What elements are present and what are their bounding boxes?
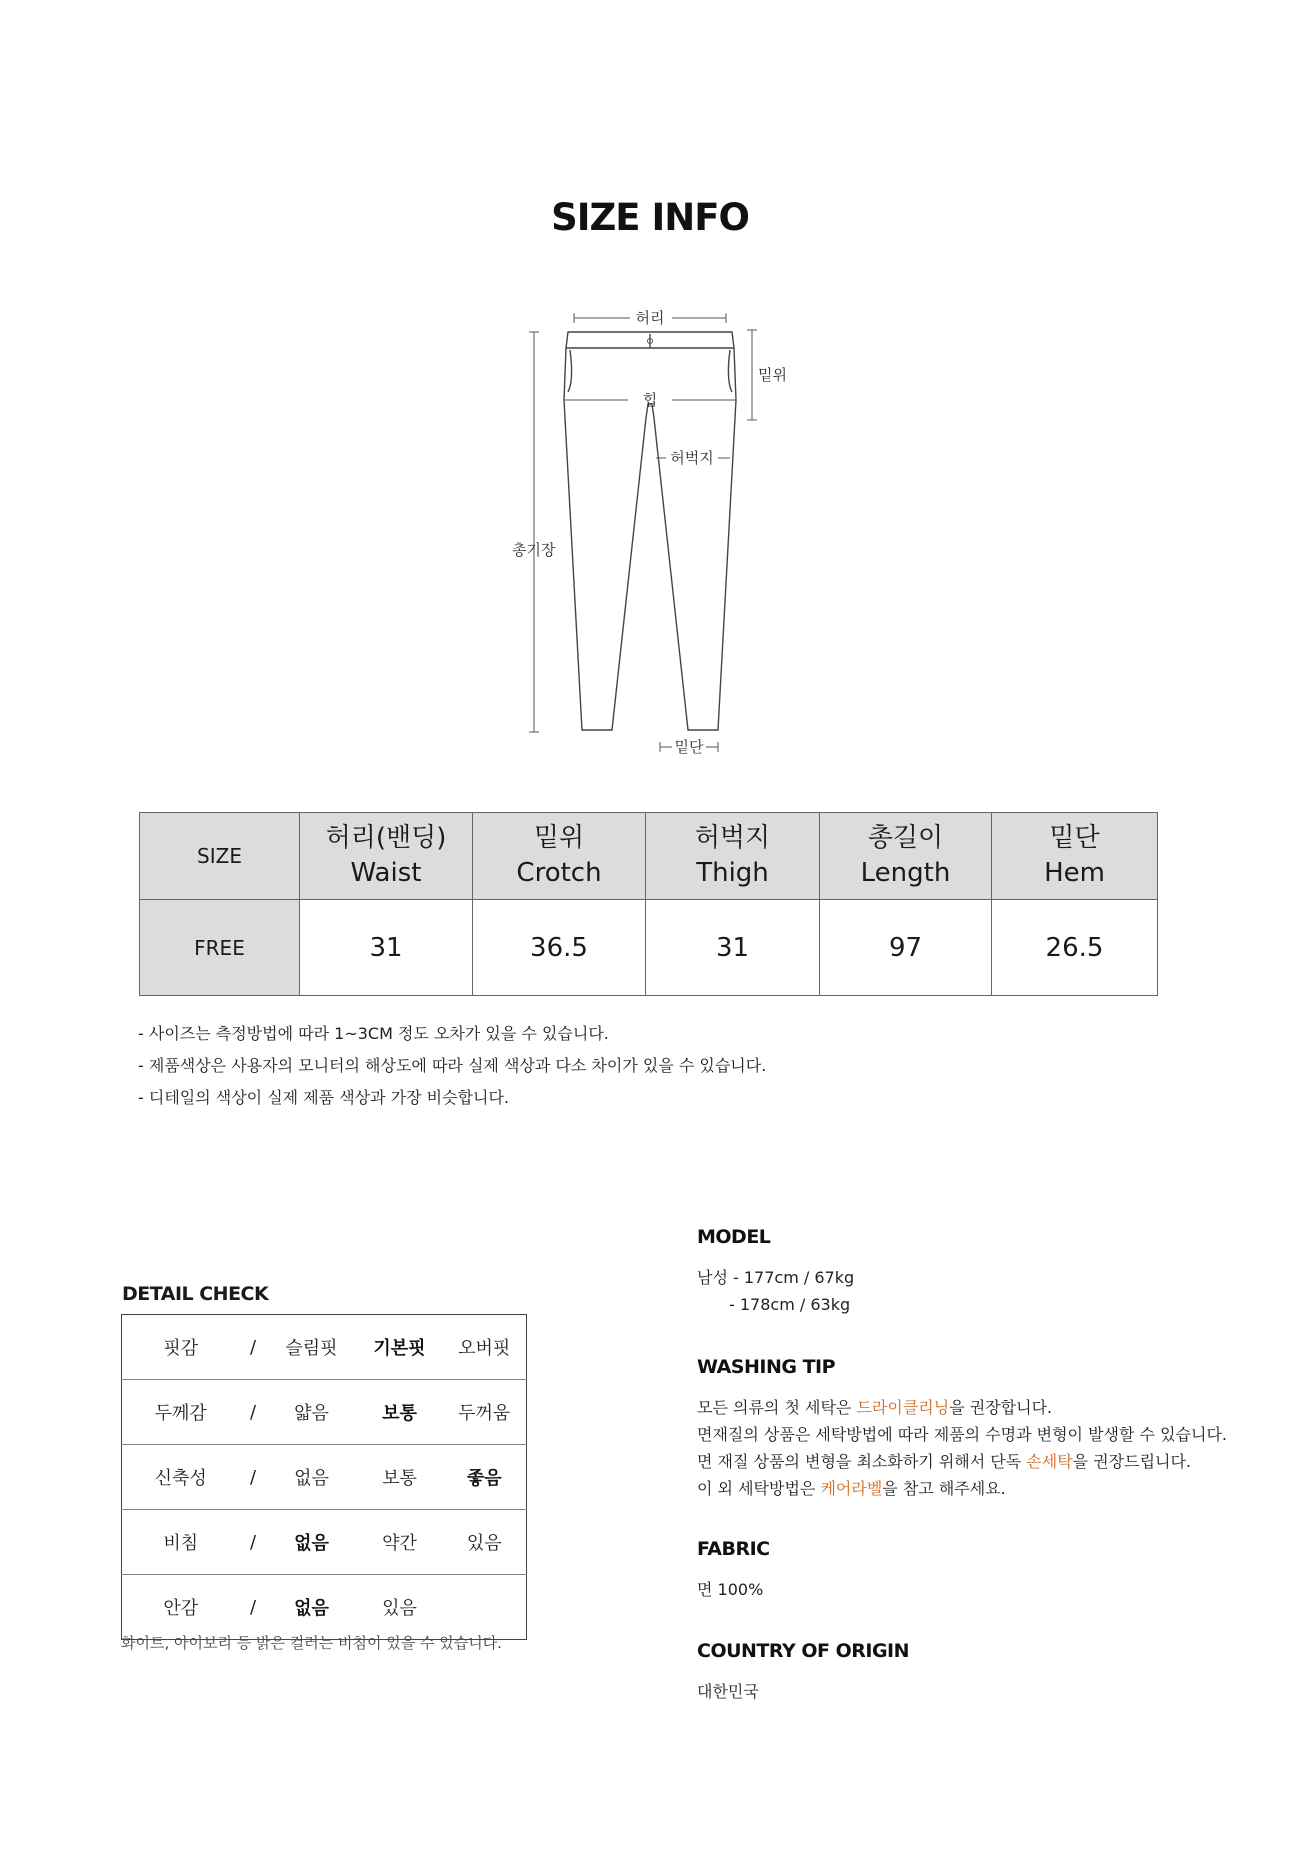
washing-line: 이 외 세탁방법은 케어라벨을 참고 해주세요. — [697, 1479, 1006, 1498]
header-thigh: 허벅지 Thigh — [646, 813, 820, 900]
table-row — [122, 1575, 527, 1640]
cell-thigh: 31 — [646, 900, 820, 996]
diagram-label-thigh: 허벅지 — [670, 449, 714, 467]
detail-option: 오버핏 — [458, 1338, 511, 1359]
size-table — [139, 812, 1158, 996]
note-item: - 디테일의 색상이 실제 제품 색상과 가장 비슷합니다. — [138, 1088, 510, 1107]
table-row — [122, 1510, 527, 1575]
diagram-label-hip: 힙 — [642, 391, 658, 409]
detail-option: 얇음 — [267, 1380, 357, 1445]
detail-sep: / — [240, 1575, 267, 1640]
table-row — [122, 1445, 527, 1510]
detail-option-selected: 기본핏 — [373, 1338, 426, 1359]
origin-heading: COUNTRY OF ORIGIN — [697, 1640, 910, 1662]
model-line-1: 남성 - 177cm / 67kg — [697, 1268, 855, 1287]
page-title: SIZE INFO — [551, 196, 749, 239]
note-item: - 사이즈는 측정방법에 따라 1~3CM 정도 오차가 있을 수 있습니다. — [138, 1024, 609, 1043]
diagram-label-hem: 밑단 — [674, 738, 704, 756]
fabric-text: 면 100% — [697, 1580, 764, 1599]
header-length: 총길이 Length — [820, 813, 992, 900]
detail-option-selected: 없음 — [267, 1575, 357, 1640]
detail-option-selected: 없음 — [267, 1510, 357, 1575]
note-item: - 제품색상은 사용자의 모니터의 해상도에 따라 실제 색상과 다소 차이가 있을 수 있습니다. — [138, 1056, 767, 1075]
washing-heading: WASHING TIP — [697, 1356, 836, 1378]
detail-check-note: 화이트, 아이보리 등 밝은 컬러는 비침이 있을 수 있습니다. — [121, 1634, 502, 1652]
detail-check-title: DETAIL CHECK — [122, 1283, 269, 1305]
detail-option: 있음 — [357, 1575, 443, 1640]
origin-text: 대한민국 — [697, 1682, 759, 1701]
row-size: FREE — [140, 900, 300, 996]
detail-option: 없음 — [267, 1445, 357, 1510]
detail-option: 약간 — [357, 1510, 443, 1575]
size-table-header — [140, 813, 1158, 900]
washing-text — [697, 1394, 1227, 1502]
cell-length: 97 — [820, 900, 992, 996]
detail-option-selected: 보통 — [357, 1380, 443, 1445]
header-waist: 허리(밴딩) Waist — [300, 813, 473, 900]
diagram-label-rise: 밑위 — [758, 366, 787, 384]
model-heading: MODEL — [697, 1226, 771, 1248]
washing-highlight: 케어라벨 — [820, 1479, 883, 1498]
fabric-heading: FABRIC — [697, 1538, 770, 1560]
cell-hem: 26.5 — [992, 900, 1158, 996]
table-row — [140, 900, 1158, 996]
washing-line: 면 재질 상품의 변형을 최소화하기 위해서 단독 손세탁을 권장드립니다. — [697, 1452, 1192, 1471]
diagram-label-length: 총기장 — [512, 541, 556, 559]
detail-option: 있음 — [443, 1510, 527, 1575]
detail-label: 핏감 — [163, 1338, 199, 1359]
size-notes — [138, 1018, 766, 1114]
cell-waist: 31 — [300, 900, 473, 996]
detail-option: 보통 — [357, 1445, 443, 1510]
detail-option: 두꺼움 — [443, 1380, 527, 1445]
detail-sep: / — [249, 1336, 257, 1358]
pants-diagram — [500, 300, 800, 760]
washing-highlight: 드라이클리닝 — [856, 1398, 950, 1417]
detail-label: 안감 — [122, 1575, 240, 1640]
detail-option — [443, 1575, 527, 1640]
washing-highlight: 손세탁 — [1026, 1452, 1073, 1471]
washing-line: 모든 의류의 첫 세탁은 드라이클리닝을 권장합니다. — [697, 1398, 1053, 1417]
detail-option-selected: 좋음 — [443, 1445, 527, 1510]
diagram-label-waist: 허리 — [635, 309, 665, 327]
detail-label: 두께감 — [122, 1380, 240, 1445]
header-crotch: 밑위 Crotch — [473, 813, 646, 900]
detail-label: 신축성 — [122, 1445, 240, 1510]
detail-label: 비침 — [122, 1510, 240, 1575]
washing-line: 면재질의 상품은 세탁방법에 따라 제품의 수명과 변형이 발생할 수 있습니다. — [697, 1425, 1227, 1444]
header-size: SIZE — [140, 813, 300, 900]
cell-crotch: 36.5 — [473, 900, 646, 996]
table-row — [122, 1380, 527, 1445]
detail-sep: / — [240, 1510, 267, 1575]
model-line-2: - 178cm / 63kg — [729, 1295, 851, 1314]
detail-sep: / — [240, 1445, 267, 1510]
header-hem: 밑단 Hem — [992, 813, 1158, 900]
detail-check-table — [121, 1314, 527, 1640]
table-row — [122, 1315, 527, 1380]
detail-sep: / — [240, 1380, 267, 1445]
detail-option: 슬림핏 — [285, 1338, 338, 1359]
